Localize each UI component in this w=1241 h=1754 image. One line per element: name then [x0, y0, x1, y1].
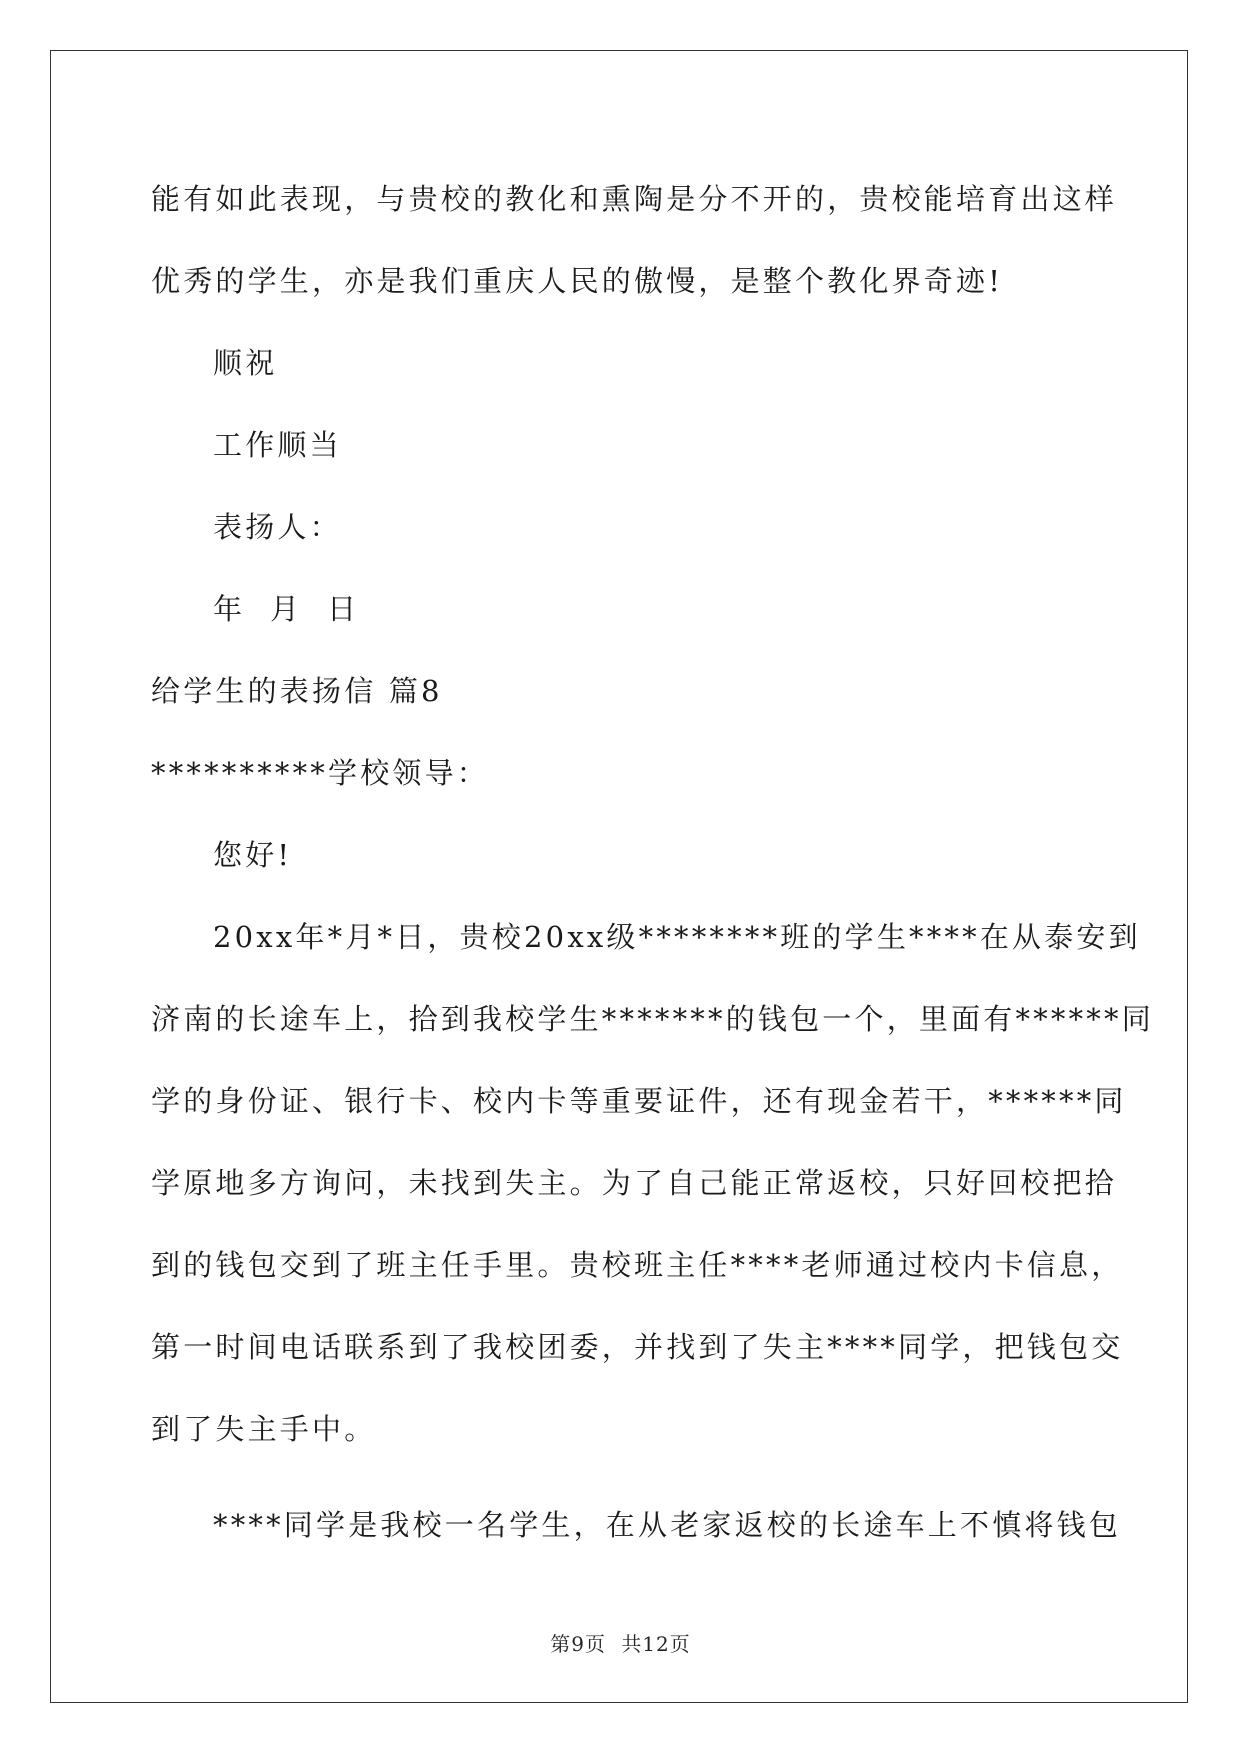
body-line-11: 济南的长途车上，拾到我校学生*******的钱包一个，里面有******同: [151, 1002, 1154, 1036]
salutation: **********学校领导：: [151, 756, 490, 790]
page-footer: [0, 1628, 1241, 1657]
page-number: 第9页: [550, 1632, 606, 1656]
body-line-14: 到的钱包交到了班主任手里。贵校班主任****老师通过校内卡信息，: [151, 1248, 1124, 1282]
body-line-17: ****同学是我校一名学生，在从老家返校的长途车上不慎将钱包: [213, 1508, 1122, 1542]
section-heading: 给学生的表扬信 篇8: [151, 674, 443, 708]
closing-greeting: 顺祝: [213, 346, 278, 380]
body-line-2: 优秀的学生，亦是我们重庆人民的傲慢，是整个教化界奇迹!: [151, 264, 1004, 298]
body-line-1: 能有如此表现，与贵校的教化和熏陶是分不开的，贵校能培育出这样: [151, 182, 1118, 216]
page-total: 共12页: [621, 1632, 691, 1656]
document-body: [151, 158, 1154, 1566]
closing-wish: 工作顺当: [213, 428, 342, 462]
body-line-13: 学原地多方询问，未找到失主。为了自己能正常返校，只好回校把拾: [151, 1166, 1118, 1200]
body-line-10: 20xx年*月*日，贵校20xx级********班的学生****在从泰安到: [213, 920, 1141, 954]
greeting: 您好!: [213, 838, 293, 872]
date-line: 年 月 日: [213, 592, 360, 626]
body-line-15: 第一时间电话联系到了我校团委，并找到了失主****同学，把钱包交: [151, 1330, 1124, 1364]
body-line-12: 学的身份证、银行卡、校内卡等重要证件，还有现金若干，******同: [151, 1084, 1127, 1118]
signature-label: 表扬人：: [213, 510, 342, 544]
body-line-16: 到了失主手中。: [151, 1412, 377, 1446]
